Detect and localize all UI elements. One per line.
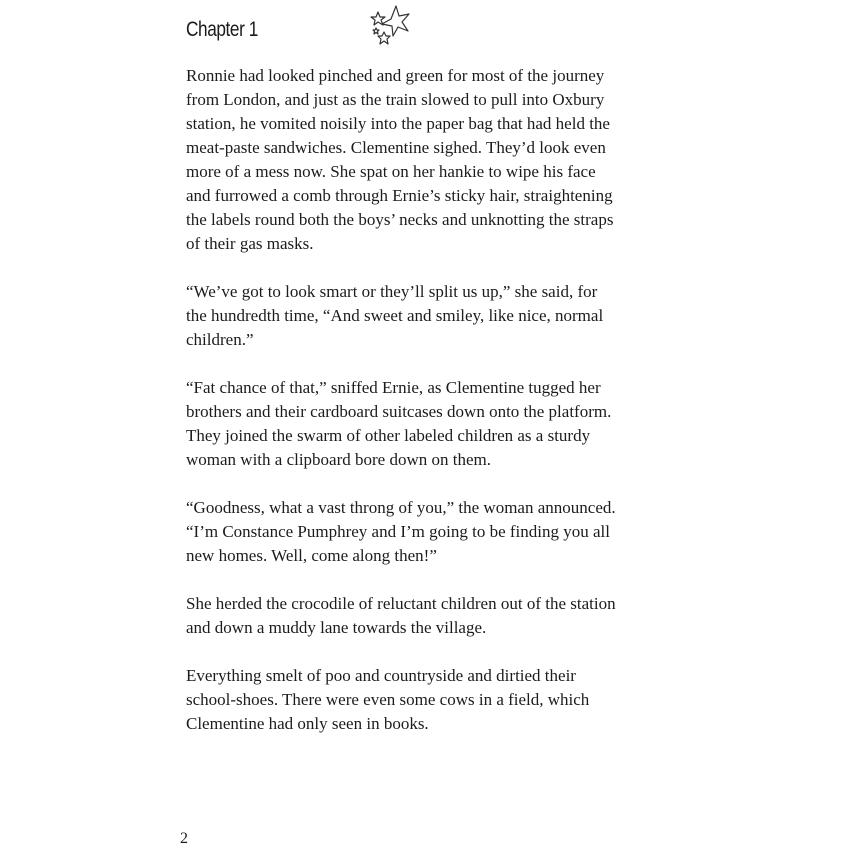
paragraph-5: She herded the crocodile of reluctant children out of the station and down a muddy lane towards the village. (186, 594, 616, 637)
paragraph-1: Ronnie had looked pinched and green for most of the journey from London, and just as the train slowed to pull into Oxbury station, he vomited noisily into the paper bag that had held the meat-paste sandwiches. Clementine sighed. They’d look even more of a mess now. She spat on her hankie to wipe his face and furrowed a comb through Ernie’s sticky hair, straightening the labels round both the boys’ necks and unknotting the straps of their gas masks. (186, 66, 614, 253)
paragraph-4: “Goodness, what a vast throng of you,” the woman announced. “I’m Constance Pumphrey and I’m going to be finding you all new homes. Well, come along then!” (186, 498, 616, 565)
page-number: 2 (180, 830, 188, 847)
stars-icon (366, 2, 416, 52)
chapter-header (186, 10, 446, 50)
paragraph-6: Everything smelt of poo and countryside and dirtied their school-shoes. There were even some cows in a field, which Clementine had only seen in books. (186, 666, 590, 733)
paragraph-2: “We’ve got to look smart or they’ll split us up,” she said, for the hundredth time, “And sweet and smiley, like nice, normal children.” (186, 282, 604, 349)
paragraph-3: “Fat chance of that,” sniffed Ernie, as Clementine tugged her brothers and their cardboard suitcases down onto the platform. They joined the swarm of other labeled children as a sturdy woman with a clipboard bore down on them. (186, 378, 612, 469)
body-text (186, 64, 676, 760)
chapter-title: Chapter 1 (186, 18, 258, 41)
